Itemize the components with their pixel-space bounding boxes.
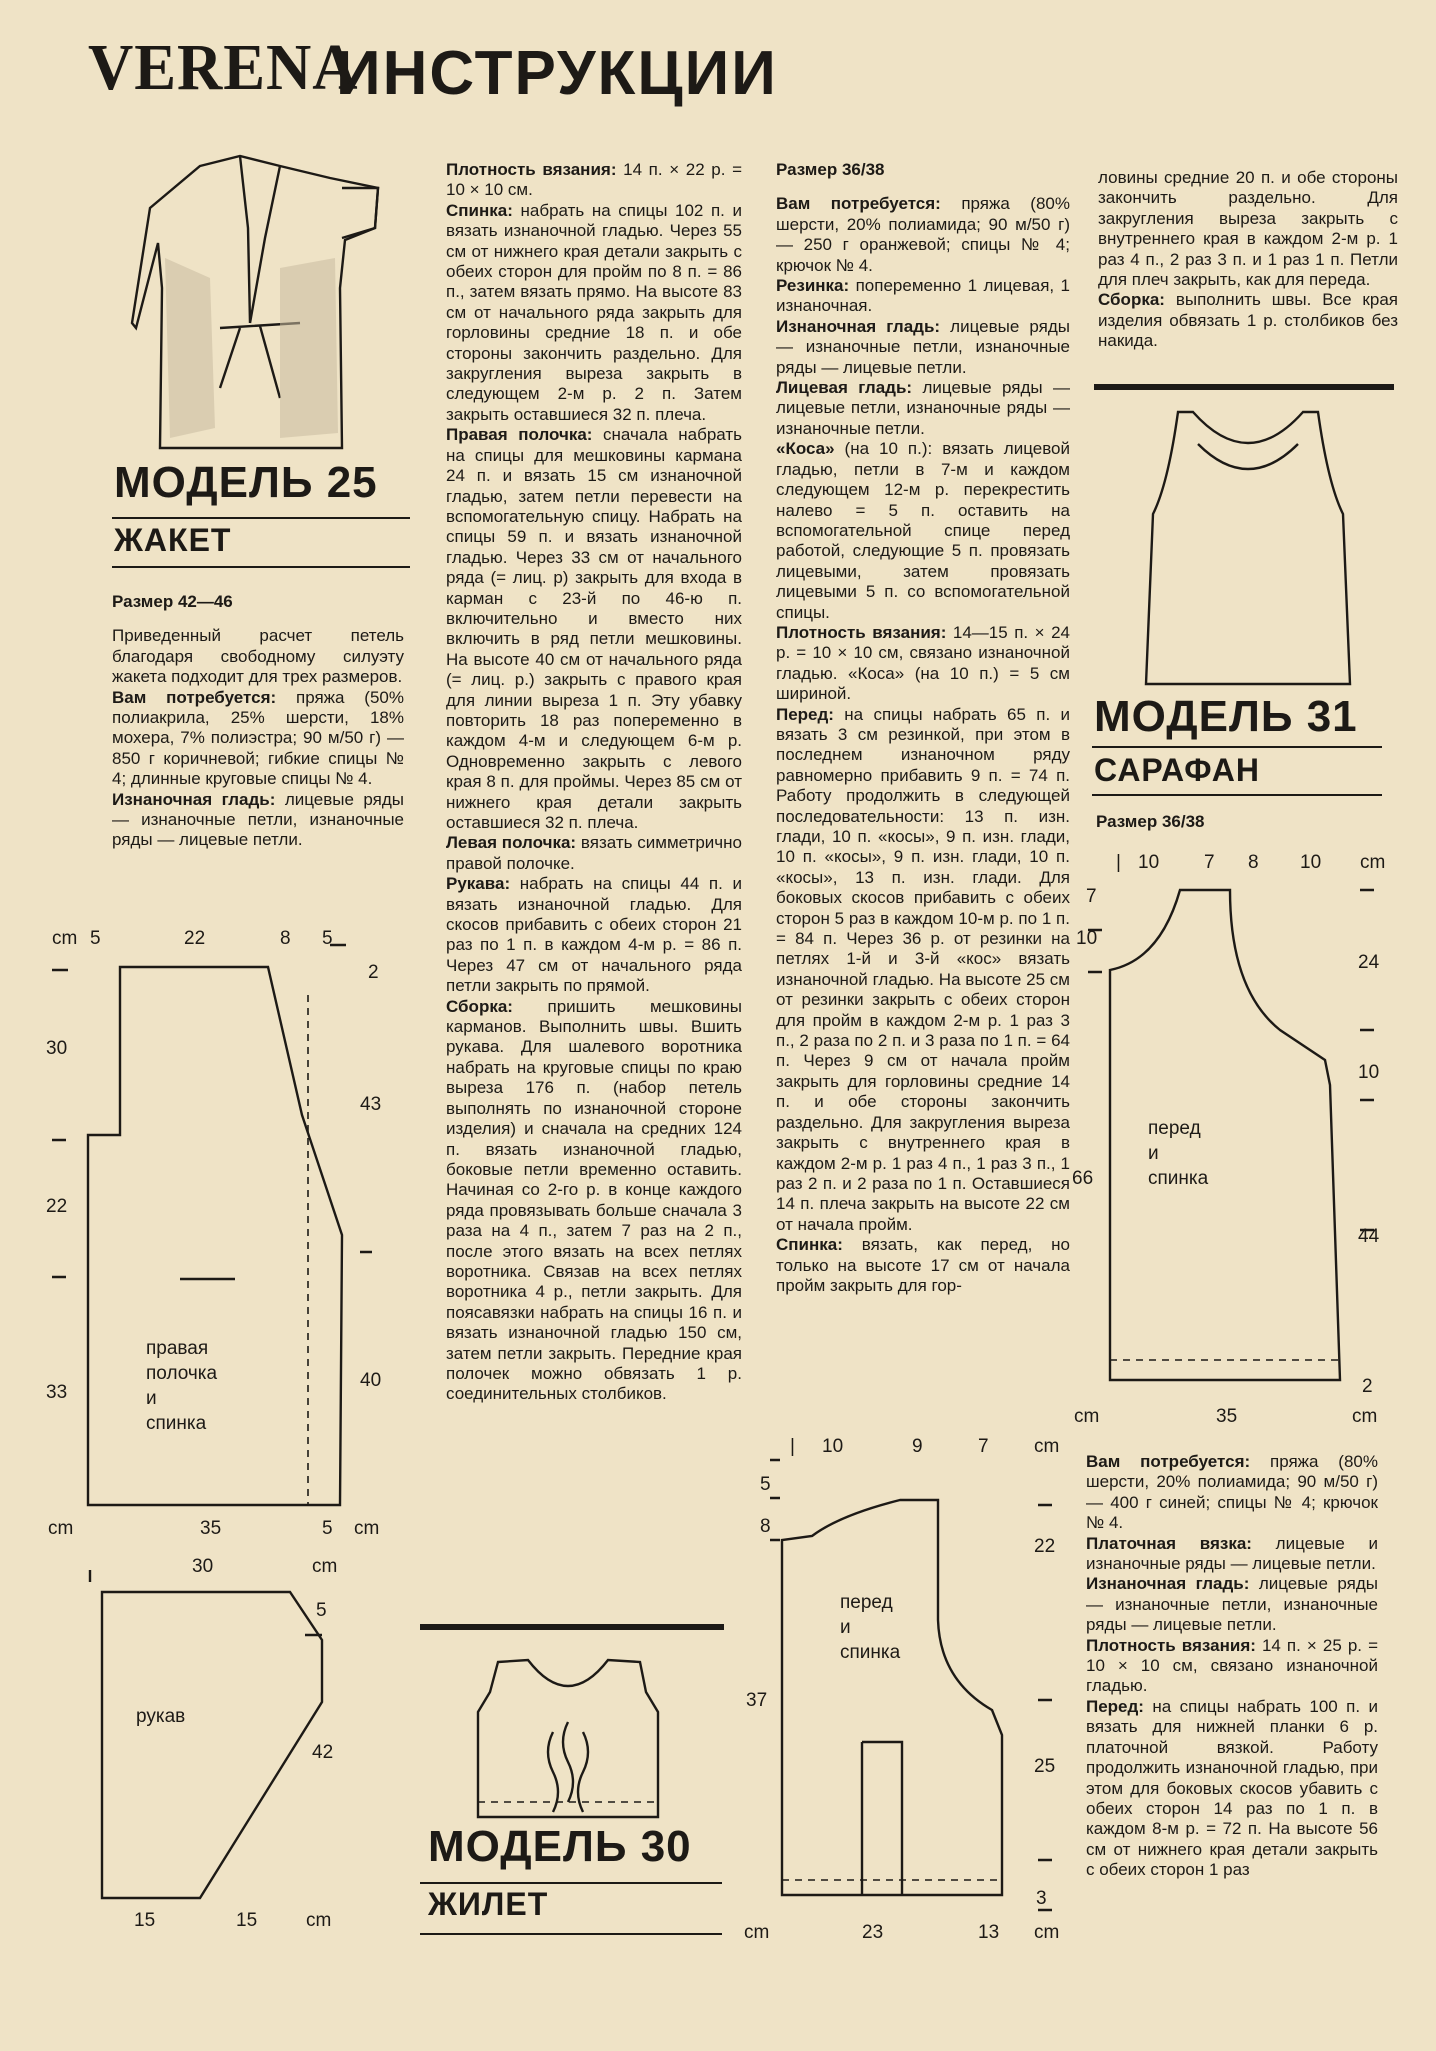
m31-front-label: Перед: bbox=[1086, 1696, 1144, 1716]
sundress-illustration bbox=[1138, 404, 1358, 694]
d4-bottom-cm2: cm bbox=[1352, 1406, 1378, 1427]
d3-top-7: 7 bbox=[978, 1436, 989, 1457]
m31-density-label: Плотность вязания: bbox=[1086, 1635, 1256, 1655]
d2-label: рукав bbox=[136, 1706, 186, 1727]
m30-density: 14—15 п. × 24 р. = 10 × 10 см, связано изнаночной гладью. «Коса» (на 10 п.) = 5 см шириной. bbox=[776, 622, 1070, 704]
m30-knit: лицевые ряды — лицевые петли, изнаночные ряды — изнаночные петли. bbox=[776, 378, 1070, 438]
d3-top-tick: | bbox=[790, 1436, 795, 1457]
m31-assembly: выполнить швы. Все края изделия обвязать 1 р. столбиков без накида. bbox=[1098, 290, 1398, 351]
d3-left-5: 5 bbox=[760, 1474, 771, 1495]
m25-sleeve-label: Рукава: bbox=[446, 874, 511, 894]
d4-bottom-35: 35 bbox=[1216, 1406, 1238, 1427]
d1-right-2: 2 bbox=[368, 962, 379, 983]
m25-density-label: Плотность вязания: bbox=[446, 160, 617, 179]
m30-rib-label: Резинка: bbox=[776, 276, 850, 296]
m31-assembly-label: Сборка: bbox=[1098, 290, 1165, 310]
m30-cable: (на 10 п.): вязать лицевой гладью, петли в 7-м и каждом следующем 12-м р. перекрестить налево = 5 п. оставить на вспомогательной спице перед работой, следующие 5 п. провязать лицевыми, затем провязать лицевыми 5 п. со вспомогательной спицы. bbox=[776, 439, 1070, 622]
m30-purl-label: Изнаночная гладь: bbox=[776, 316, 941, 336]
m25-back: набрать на спицы 102 п. и вязать изнаночной гладью. Через 55 см от нижнего края детали закрыть с обеих сторон для пройм по 8 п. = 86 п., затем вязать прямо. На высоте 83 см от начального ряда закрыть для горловины средние 18 п. и обе стороны закончить раздельно. Для закругления выреза закрыть в следующем 2-м р. 2 п. Затем закрыть оставшиеся 32 п. плеча. bbox=[446, 200, 742, 424]
d4-label: перед и спинка bbox=[1148, 1118, 1209, 1189]
d3-left-37: 37 bbox=[746, 1690, 768, 1711]
m25-left-label: Левая полочка: bbox=[446, 833, 577, 853]
d3-bottom-cm2: cm bbox=[1034, 1922, 1060, 1943]
model25-purl: лицевые ряды — изнаночные петли, изнаночные ряды — лицевые петли. bbox=[112, 789, 404, 850]
d1-top-cm: cm bbox=[52, 928, 78, 949]
model25-title: МОДЕЛЬ 25 bbox=[114, 458, 378, 507]
m25-back-label: Спинка: bbox=[446, 200, 513, 220]
d4-right-2: 2 bbox=[1362, 1376, 1373, 1397]
m25-right-label: Правая полочка: bbox=[446, 425, 593, 445]
m30-back: вязать, как перед, но только на высоте 17 см от начала пройм закрыть для гор- bbox=[776, 1235, 1070, 1295]
model25-intro: Приведенный расчет петель благодаря свободному силуэту жакета подходит для трех размеров. bbox=[112, 626, 404, 687]
d1-top-5b: 5 bbox=[322, 928, 333, 949]
m30-back-label: Спинка: bbox=[776, 1235, 843, 1255]
model30-size: Размер 36/38 bbox=[776, 160, 885, 179]
m30-knit-label: Лицевая гладь: bbox=[776, 378, 913, 398]
m31-garter-label: Платочная вязка: bbox=[1086, 1533, 1252, 1553]
model30-title: МОДЕЛЬ 30 bbox=[428, 1822, 692, 1871]
m30-front-label: Перед: bbox=[776, 704, 834, 724]
m31-cont: ловины средние 20 п. и обе стороны закончить раздельно. Для закругления выреза закрыть с внутреннего края в каждом 2-м р. 1 раз 4 п., 2 раз 3 п. и 1 раз 1 п. Петли для плеч закрыть, как для переда. bbox=[1098, 168, 1398, 290]
d3-right-3: 3 bbox=[1036, 1888, 1047, 1909]
m30-rib: попеременно 1 лицевая, 1 изнаночная. bbox=[776, 276, 1070, 316]
d2-right-5: 5 bbox=[316, 1600, 327, 1621]
jacket-illustration bbox=[130, 148, 380, 468]
m31-garter: лицевые и изнаночные ряды — лицевые петли. bbox=[1086, 1533, 1378, 1574]
d2-top-30: 30 bbox=[192, 1556, 214, 1577]
d4-right-24: 24 bbox=[1358, 952, 1380, 973]
d4-top-7: 7 bbox=[1204, 852, 1215, 873]
brand-logo: VERENA bbox=[88, 31, 359, 104]
d1-bottom-5: 5 bbox=[322, 1518, 333, 1539]
d4-left-7: 7 bbox=[1086, 886, 1097, 907]
model31-title: МОДЕЛЬ 31 bbox=[1094, 692, 1358, 741]
d4-right-44: 44 bbox=[1358, 1226, 1380, 1247]
d3-right-22: 22 bbox=[1034, 1536, 1056, 1557]
d3-left-8: 8 bbox=[760, 1516, 771, 1537]
m25-assembly-label: Сборка: bbox=[446, 996, 513, 1016]
d4-bottom-cm: cm bbox=[1074, 1406, 1100, 1427]
d3-bottom-23: 23 bbox=[862, 1922, 884, 1943]
d1-left-33: 33 bbox=[46, 1382, 68, 1403]
d4-top-tick: | bbox=[1116, 852, 1121, 873]
d1-left-22: 22 bbox=[46, 1196, 68, 1217]
d4-top-cm: cm bbox=[1360, 852, 1386, 873]
d3-label: перед и спинка bbox=[840, 1592, 901, 1663]
d4-top-10b: 10 bbox=[1300, 852, 1322, 873]
d1-right-40: 40 bbox=[360, 1370, 382, 1391]
d1-bottom-35: 35 bbox=[200, 1518, 222, 1539]
d4-left-10: 10 bbox=[1076, 928, 1098, 949]
d3-right-25: 25 bbox=[1034, 1756, 1056, 1777]
d2-bottom-15: 15 bbox=[134, 1910, 156, 1931]
d1-bottom-cm2: cm bbox=[354, 1518, 380, 1539]
d1-left-30: 30 bbox=[46, 1038, 68, 1059]
model25-size: Размер 42—46 bbox=[112, 592, 233, 611]
vest-illustration bbox=[468, 1652, 668, 1822]
d4-left-66: 66 bbox=[1072, 1168, 1094, 1189]
m25-assembly: пришить мешковины карманов. Выполнить швы. Вшить рукава. Для шалевого воротника набрать на круговые спицы по краю выреза 176 п. (набор петель выполнять по изнаночной стороне изделия) и сначала на средних 124 п. вязать изнаночной гладью, боковые петли временно оставить. Начиная со 2-го р. в конце каждого ряда провязывать больше сначала 3 раза на 4 п., затем 7 раз на 2 п., после этого вязать на всех петлях воротника. Связав на всех петлях воротника 4 р., петли закрыть. Для поясавязки набрать на спицы 16 п. и вязать изнаночной гладью 150 см, затем петли закрыть. Передние края полочек можно обвязать 1 р. соединительных столбиков. bbox=[446, 996, 742, 1404]
d4-top-8: 8 bbox=[1248, 852, 1259, 873]
m30-purl: лицевые ряды — изнаночные петли, изнаночные ряды — лицевые петли. bbox=[776, 316, 1070, 377]
d2-bottom-15b: 15 bbox=[236, 1910, 258, 1931]
d2-bottom-cm: cm bbox=[306, 1910, 332, 1931]
m30-needs: пряжа (80% шерсти, 20% полиамида; 90 м/50 г) — 250 г оранжевой; спицы № 4; крючок № 4. bbox=[776, 194, 1070, 275]
d2-right-42: 42 bbox=[312, 1742, 334, 1763]
d1-bottom-cm: cm bbox=[48, 1518, 74, 1539]
m30-cable-label: «Коса» bbox=[776, 439, 835, 459]
model25-needs: пряжа (50% полиакрила, 25% шерсти, 18% мохера, 7% полиэстра; 90 м/50 г) — 850 г коричневой; гибкие спицы № 4; длинные круговые спицы № 4. bbox=[112, 687, 404, 789]
model25-front-back-diagram bbox=[40, 925, 400, 1545]
model25-name: ЖАКЕТ bbox=[114, 522, 232, 558]
model31-size: Размер 36/38 bbox=[1096, 812, 1205, 831]
m31-needs: пряжа (80% шерсти, 20% полиамида; 90 м/50 г) — 400 г синей; спицы № 4; крючок № 4. bbox=[1086, 1452, 1378, 1533]
d3-bottom-cm: cm bbox=[744, 1922, 770, 1943]
m30-density-label: Плотность вязания: bbox=[776, 622, 947, 642]
m25-density: 14 п. × 22 р. = 10 × 10 см. bbox=[446, 160, 743, 200]
m25-left: вязать симметрично правой полочке. bbox=[446, 833, 742, 873]
m25-sleeve: набрать на спицы 44 п. и вязать изнаночной гладью. Для скосов прибавить с обеих сторон 21 раз по 1 п. в каждом 4-м р. = 86 п. Через 47 см от начального ряда петли закрыть по прямой. bbox=[446, 874, 742, 996]
d4-right-10: 10 bbox=[1358, 1062, 1380, 1083]
model25-purl-label: Изнаночная гладь: bbox=[112, 789, 276, 809]
model30-front-back-diagram bbox=[770, 1440, 1070, 1930]
d3-top-9: 9 bbox=[912, 1436, 923, 1457]
d3-top-10: 10 bbox=[822, 1436, 844, 1457]
d2-top-cm: cm bbox=[312, 1556, 338, 1577]
d1-top-8: 8 bbox=[280, 928, 291, 949]
m31-purl-label: Изнаночная гладь: bbox=[1086, 1574, 1250, 1594]
model25-needs-label: Вам потребуется: bbox=[112, 687, 277, 707]
model31-name: САРАФАН bbox=[1094, 752, 1260, 788]
model25-sleeve-diagram bbox=[90, 1560, 350, 1910]
d1-right-43: 43 bbox=[360, 1094, 382, 1115]
m25-right: сначала набрать на спицы для мешковины кармана 24 п. и вязать 15 см изнаночной гладью, затем петли перевести на вспомогательную спицу. Набрать на спицы 59 п. и вязать изнаночной гладью. Через 33 см от начального ряда (= лиц. р) закрыть для входа в карман с 23-й по 46-ю п. включительно и вместо них включить в ряд петли мешковины. На высоте 40 см от начального ряда (= лиц. р.) закрыть с правого края для линии выреза 1 п. Эту убавку повторить 18 раз попеременно в каждом 4-м и следующем 6-м р. Одновременно закрыть с левого края 8 п. для проймы. Через 85 см от нижнего края детали закрыть оставшиеся 32 п. плеча. bbox=[446, 425, 743, 832]
d1-label: правая полочка и спинка bbox=[146, 1338, 218, 1434]
page-title: ИНСТРУКЦИИ bbox=[336, 39, 778, 108]
d3-bottom-13: 13 bbox=[978, 1922, 1000, 1943]
m31-purl: лицевые ряды — изнаночные петли, изнаночные ряды — лицевые петли. bbox=[1086, 1574, 1378, 1635]
m30-needs-label: Вам потребуется: bbox=[776, 194, 941, 214]
model31-front-back-diagram bbox=[1080, 850, 1410, 1410]
m31-needs-label: Вам потребуется: bbox=[1086, 1452, 1251, 1471]
d4-top-10: 10 bbox=[1138, 852, 1160, 873]
m31-density: 14 п. × 25 р. = 10 × 10 см, связано изнаночной гладью. bbox=[1086, 1635, 1378, 1696]
d1-top-5: 5 bbox=[90, 928, 101, 949]
d3-top-cm: cm bbox=[1034, 1436, 1060, 1457]
m31-front: на спицы набрать 100 п. и вязать для нижней планки 6 р. платочной вязкой. Работу продолжить изнаночной гладью, при этом для боковых скосов убавить с обеих сторон 14 раз по 1 п. в каждом 8-м р. = 72 п. На высоте 56 см от нижнего края детали закрыть с обеих сторон 1 раз bbox=[1086, 1696, 1378, 1880]
d1-top-22: 22 bbox=[184, 928, 206, 949]
m30-front: на спицы набрать 65 п. и вязать 3 см резинкой, при этом в последнем изнаночном ряду равномерно прибавить 9 п. = 74 п. Работу продолжить в следующей последовательности: 13 п. изн. глади, 10 п. «косы», 9 п. изн. глади, 10 п. «косы», 9 п. изн. глади, 10 п. «косы», 13 п. изн. глади. Для боковых скосов прибавить с обеих сторон 5 раз в каждом 10-м р. по 1 п. = 84 п. Через 36 р. от резинки на петлях 1-й и 3-й «кос» вязать изнаночной гладью. На высоте 25 см от резинки закрыть с обеих сторон для пройм в каждом 2-м р. 1 раз 3 п., 2 раза по 2 п. и 3 раза по 1 п. = 64 п. Через 9 см от начала пройм закрыть для горловины средние 14 п. и обе стороны закончить раздельно. Для закругления выреза закрыть с внутреннего края в каждом 2-м р. 1 раз 4 п., 1 раз 3 п., 1 раз 2 п. и 2 раза по 1 п. Оставшиеся 14 п. плеча закрыть на высоте 22 см от начала пройм. bbox=[776, 704, 1070, 1234]
model30-name: ЖИЛЕТ bbox=[428, 1886, 549, 1922]
